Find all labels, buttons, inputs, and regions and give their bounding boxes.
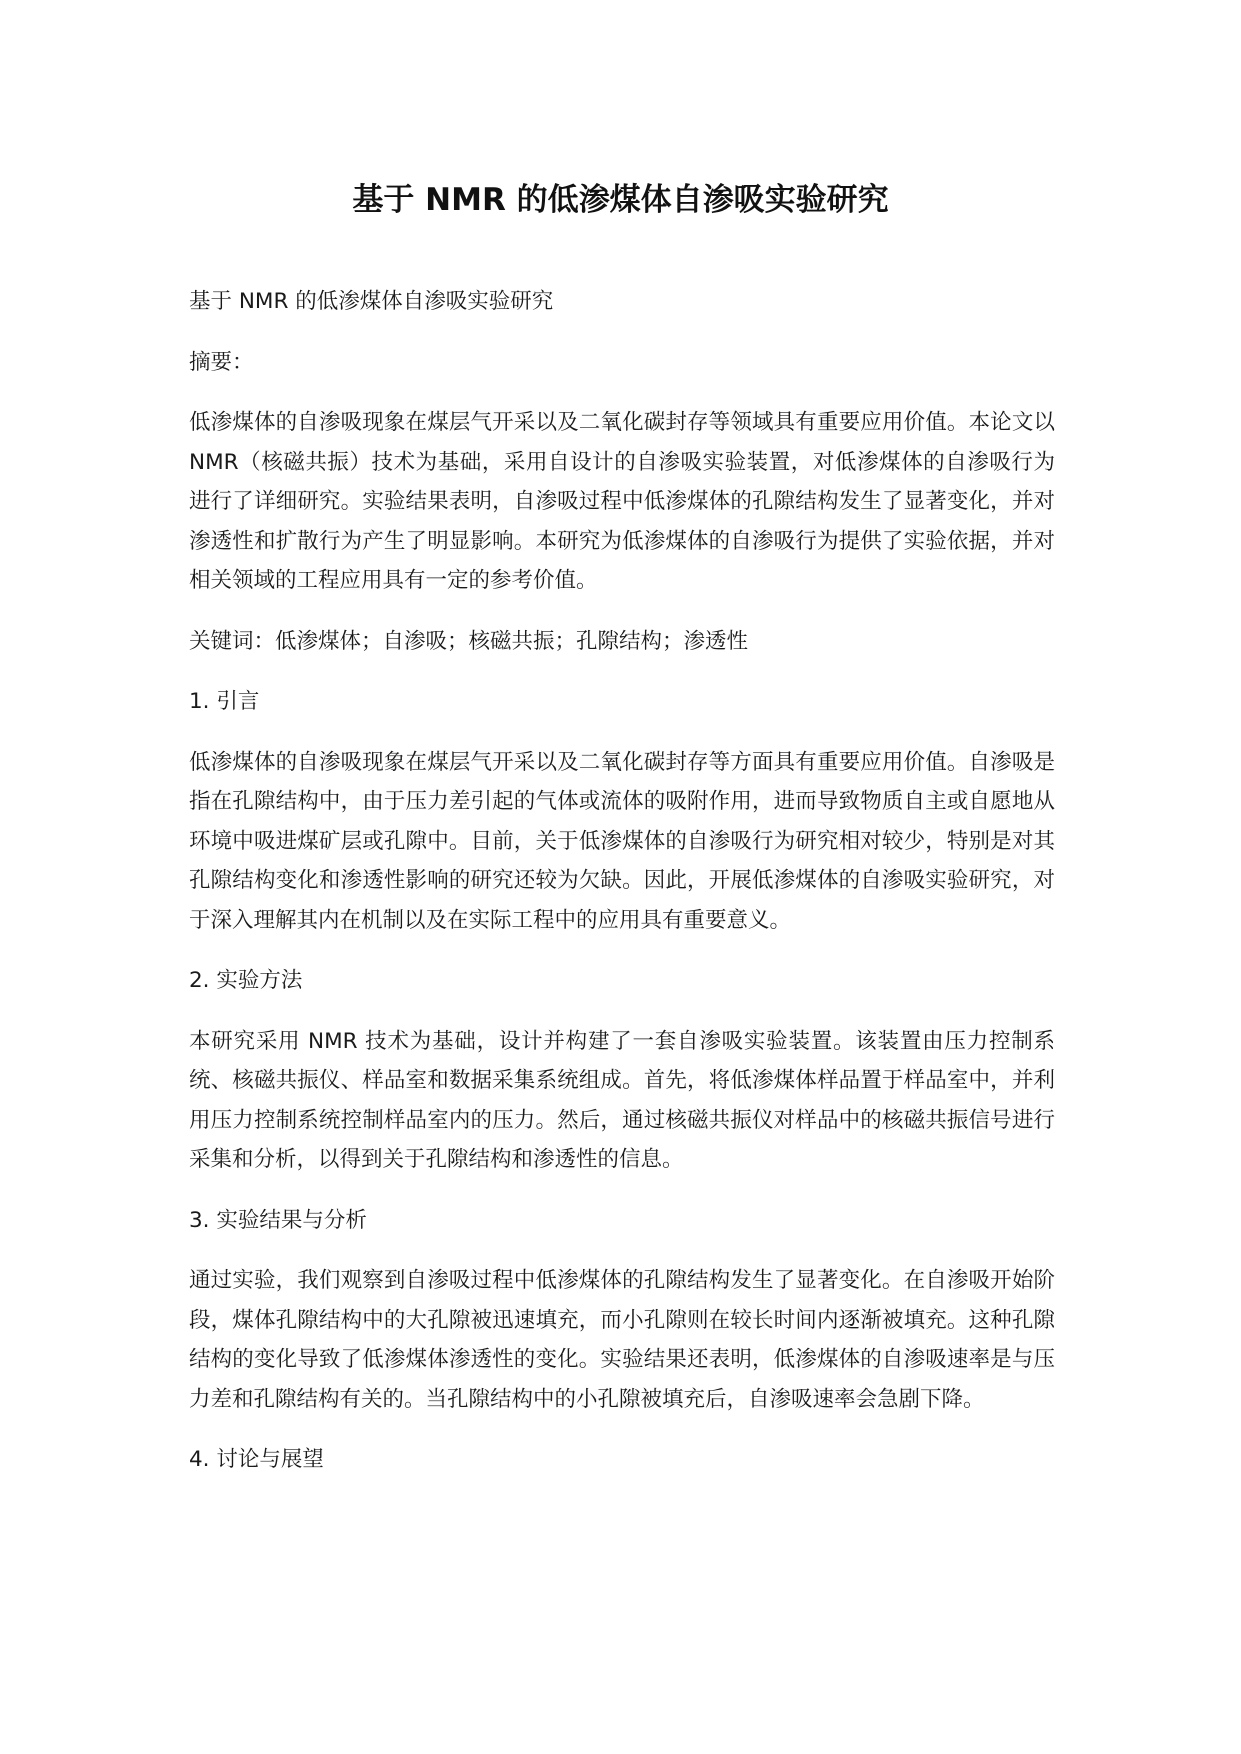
section-heading-discussion: 4. 讨论与展望 [189,1447,324,1472]
paper-subtitle: 基于 NMR 的低渗煤体自渗吸实验研究 [189,289,554,314]
section-heading-introduction: 1. 引言 [189,689,260,714]
keywords: 关键词：低渗煤体；自渗吸；核磁共振；孔隙结构；渗透性 [189,628,749,654]
document-title: 基于 NMR 的低渗煤体自渗吸实验研究 [352,182,889,218]
section-text-method: 本研究采用 NMR 技术为基础，设计并构建了一套自渗吸实验装置。该装置由压力控制系统、核磁共振仪、样品室和数据采集系统组成。首先，将低渗煤体样品置于样品室中，并利用压力控制系统控制样品室内的压力。然后，通过核磁共振仪对样品中的核磁共振信号进行采集和分析，以得到关于孔隙结构和渗透性的信息。 [189,1028,1055,1172]
document-body [189,282,1055,1480]
abstract-text: 低渗煤体的自渗吸现象在煤层气开采以及二氧化碳封存等领域具有重要应用价值。本论文以 NMR（核磁共振）技术为基础，采用自设计的自渗吸实验装置，对低渗煤体的自渗吸行为进行了详细研究。实验结果表明，自渗吸过程中低渗煤体的孔隙结构发生了显著变化，并对渗透性和扩散行为产生了明显影响。本研究为低渗煤体的自渗吸行为提供了实验依据，并对相关领域的工程应用具有一定的参考价值。 [189,410,1055,593]
section-text-introduction: 低渗煤体的自渗吸现象在煤层气开采以及二氧化碳封存等方面具有重要应用价值。自渗吸是指在孔隙结构中，由于压力差引起的气体或流体的吸附作用，进而导致物质自主或自愿地从环境中吸进煤矿层或孔隙中。目前，关于低渗煤体的自渗吸行为研究相对较少，特别是对其孔隙结构变化和渗透性影响的研究还较为欠缺。因此，开展低渗煤体的自渗吸实验研究，对于深入理解其内在机制以及在实际工程中的应用具有重要意义。 [189,749,1055,933]
section-heading-method: 2. 实验方法 [189,968,303,993]
section-text-results: 通过实验，我们观察到自渗吸过程中低渗煤体的孔隙结构发生了显著变化。在自渗吸开始阶段，煤体孔隙结构中的大孔隙被迅速填充，而小孔隙则在较长时间内逐渐被填充。这种孔隙结构的变化导致了低渗煤体渗透性的变化。实验结果还表明，低渗煤体的自渗吸速率是与压力差和孔隙结构有关的。当孔隙结构中的小孔隙被填充后，自渗吸速率会急剧下降。 [189,1268,1055,1412]
section-heading-results: 3. 实验结果与分析 [189,1207,367,1233]
abstract-label: 摘要： [189,349,254,375]
